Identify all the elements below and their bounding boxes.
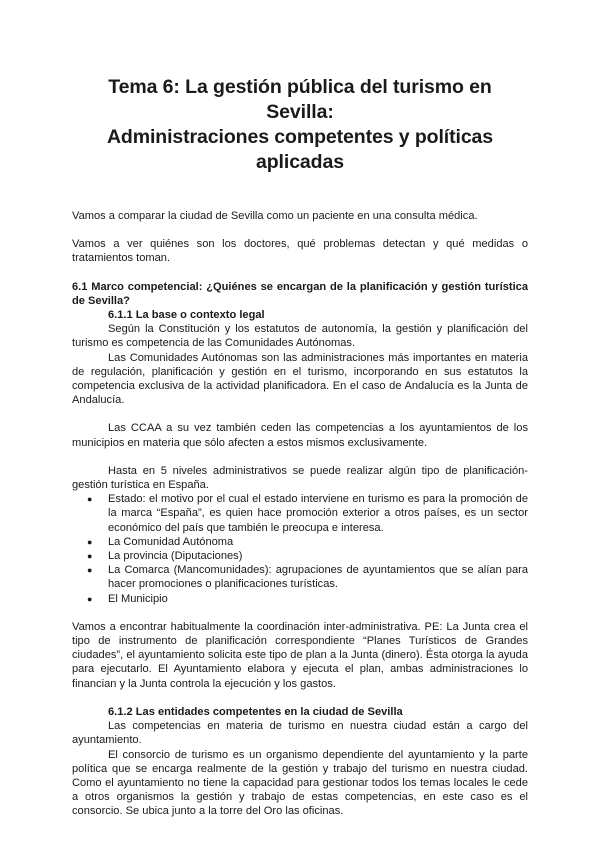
paragraph-ayuntamiento: Las competencias en materia de turismo en nuestra ciudad están a cargo del ayuntamiento.: [72, 720, 528, 747]
list-item: ● Estado: el motivo por el cual el estado interviene en turismo es para la promoción de la marca “España”, es quien hace promoción exterior a otros países, es un sector económico del país que también le preocupa e interesa.: [108, 492, 528, 535]
section-heading-6-1: 6.1 Marco competencial: ¿Quiénes se encargan de la planificación y gestión turística de Sevilla?: [72, 280, 528, 307]
section-heading-6-1-1: 6.1.1 La base o contexto legal: [108, 309, 265, 322]
intro-paragraph-1: Vamos a comparar la ciudad de Sevilla como un paciente en una consulta médica.: [72, 210, 478, 222]
list-item: ● La provincia (Diputaciones): [108, 549, 528, 563]
title-line-1: Tema 6: La gestión pública del turismo en Sevilla:: [108, 76, 492, 123]
intro-paragraph-2: Vamos a ver quiénes son los doctores, qué problemas detectan y qué medidas o tratamientos toman.: [72, 238, 528, 265]
paragraph-constitucion: Según la Constitución y los estatutos de autonomía, la gestión y planificación del turismo es competencia de las Comunidades Autónomas.: [72, 323, 528, 350]
title-line-2: Administraciones competentes y políticas aplicadas: [106, 126, 494, 173]
section-heading-6-1-2: 6.1.2 Las entidades competentes en la ciudad de Sevilla: [108, 705, 403, 718]
paragraph-niveles: Hasta en 5 niveles administrativos se puede realizar algún tipo de planificación-gestión turística en España.: [72, 464, 528, 492]
levels-list: [72, 492, 528, 606]
paragraph-ccaa: Las Comunidades Autónomas son las administraciones más importantes en materia de regulación, planificación y gestión en el turismo, incorporando en sus estatutos la competencia exclusiva de la actividad planificadora. En el caso de Andalucía es la Junta de Andalucía.: [72, 351, 528, 407]
list-item: ● La Comarca (Mancomunidades): agrupaciones de ayuntamientos que se alían para hacer promociones o planificaciones turísticas.: [108, 563, 528, 591]
page-title: [72, 0, 528, 175]
paragraph-consorcio: El consorcio de turismo es un organismo dependiente del ayuntamiento y la parte política que se encarga realmente de la gestión y trabajo del turismo en nuestra ciudad. Como el ayuntamiento no tiene la capacidad para gestionar todos los temas locales le cede a otros organismos la gestión y trabajo de estas competencias, en este caso es el consorcio. Se ubica junto a la torre del Oro las oficinas.: [72, 748, 528, 818]
list-item: ● La Comunidad Autónoma: [108, 535, 528, 549]
list-item: ● El Municipio: [108, 592, 528, 606]
paragraph-coordinacion: Vamos a encontrar habitualmente la coordinación inter-administrativa. PE: La Junta crea el tipo de instrumento de planificación correspondiente “Planes Turísticos de Grandes ciudades”, el ayuntamiento solicita este tipo de plan a la Junta (dinero). Ésta otorga la ayuda para ejecutarlo. El Ayuntamiento elabora y ejecuta el plan, ambas administraciones lo financian y la Junta controla la ejecución y los gastos.: [72, 620, 528, 690]
paragraph-ceden: Las CCAA a su vez también ceden las competencias a los ayuntamientos de los municipios en materia que sólo afecten a estos mismos exclusivamente.: [72, 422, 528, 449]
